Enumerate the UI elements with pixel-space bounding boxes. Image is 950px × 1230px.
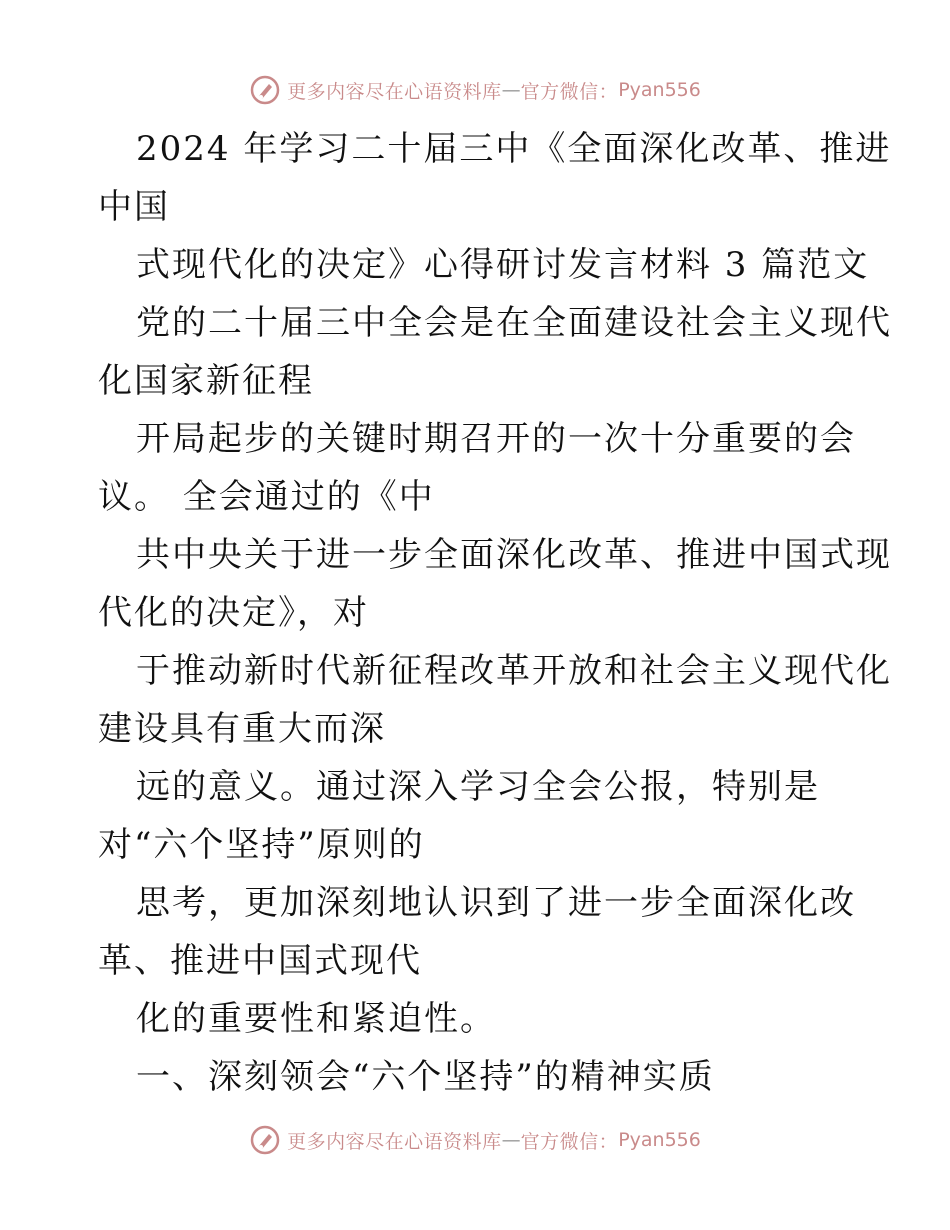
text-line: 中国 (98, 187, 170, 227)
watermark-text: 更多内容尽在心语资料库 (287, 1130, 502, 1153)
text-line: 2024 年学习二十届三中《全面深化改革、推进 (136, 129, 892, 169)
text-line: 共中央关于进一步全面深化改革、推进中国式现 (136, 535, 892, 575)
pen-nib-logo-icon (249, 74, 281, 106)
watermark-separator: — (501, 1129, 521, 1151)
text-line: 化的重要性和紧迫性。 (136, 999, 496, 1039)
text-line: 议。 全会通过的《中 (98, 477, 435, 517)
text-line: 建设具有重大而深 (98, 709, 386, 749)
section-heading: 一、深刻领会“六个坚持”的精神实质 (136, 1057, 715, 1097)
text-line: 对“六个坚持”原则的 (98, 825, 425, 865)
watermark-wechat-label: 官方微信： (520, 1130, 619, 1153)
watermark-wechat-id: Pyan556 (618, 79, 701, 101)
watermark-wechat-label: 官方微信： (520, 80, 619, 103)
watermark-footer (0, 1120, 950, 1160)
watermark-wechat-id: Pyan556 (618, 1129, 701, 1151)
document-body (98, 120, 892, 1106)
text-line: 代化的决定》，对 (98, 593, 369, 633)
text-line: 开局起步的关键时期召开的一次十分重要的会 (136, 419, 856, 459)
watermark-text: 更多内容尽在心语资料库 (287, 80, 502, 103)
text-line: 革、推进中国式现代 (98, 941, 422, 981)
text-line: 思考，更加深刻地认识到了进一步全面深化改 (136, 883, 856, 923)
text-line: 式现代化的决定》心得研讨发言材料 3 篇范文 (136, 245, 870, 285)
text-line: 于推动新时代新征程改革开放和社会主义现代化 (136, 651, 892, 691)
watermark-separator: — (501, 79, 521, 101)
text-line: 党的二十届三中全会是在全面建设社会主义现代 (136, 303, 892, 343)
pen-nib-logo-icon (249, 1124, 281, 1156)
watermark-header (0, 70, 950, 110)
text-line: 远的意义。通过深入学习全会公报，特别是 (136, 767, 820, 807)
text-line: 化国家新征程 (98, 361, 314, 401)
